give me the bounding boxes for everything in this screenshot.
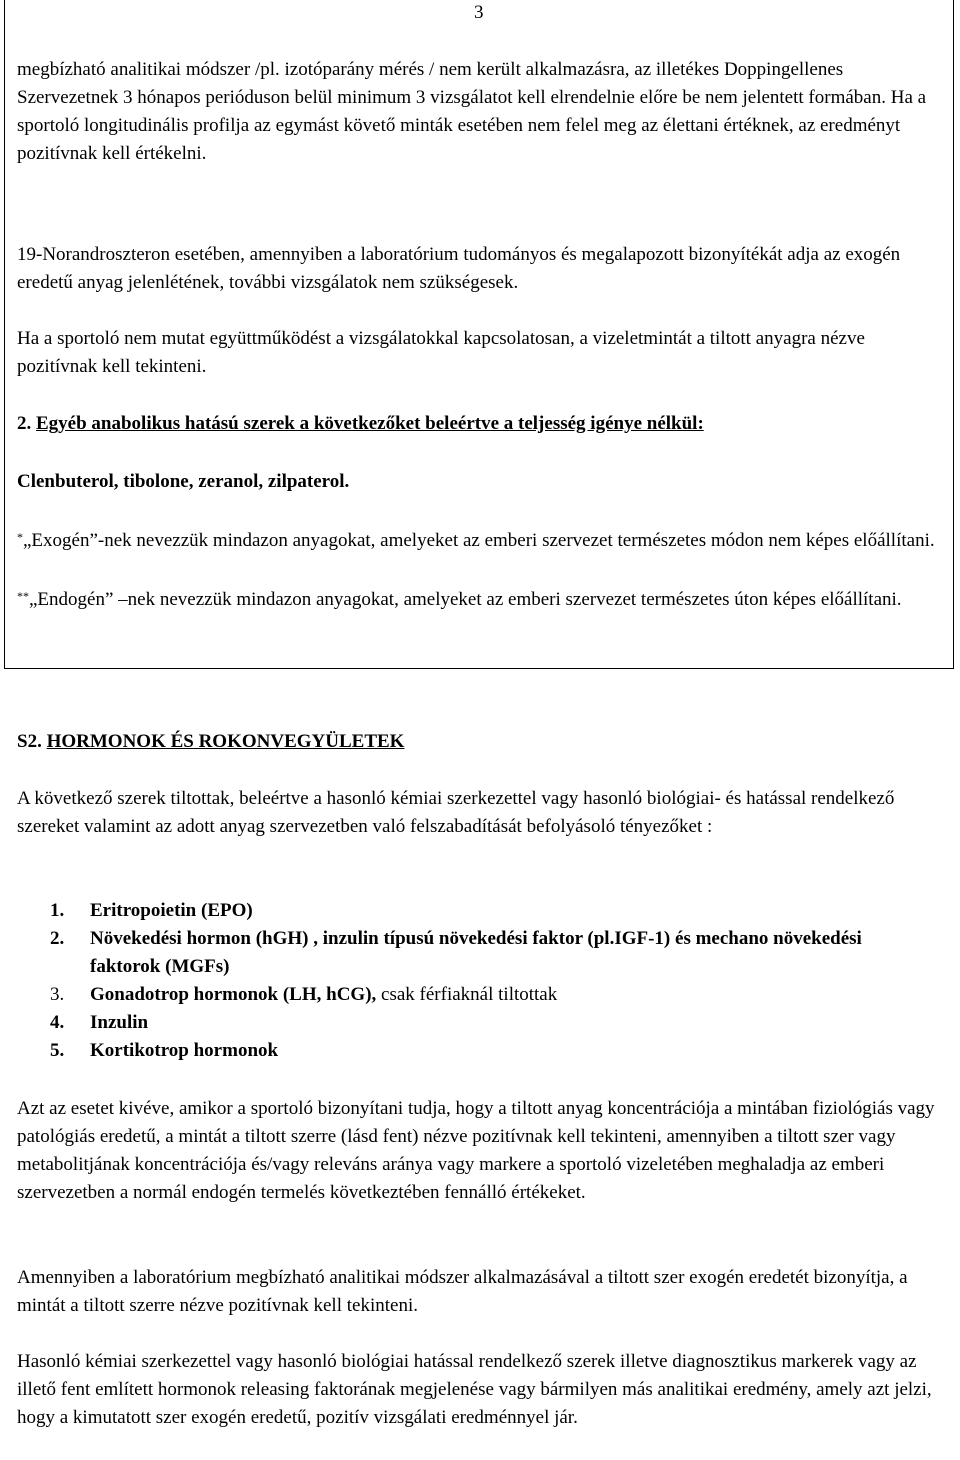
list-item bbox=[50, 897, 930, 925]
list-item-number: 1. bbox=[50, 900, 65, 921]
section-2-title: Egyéb anabolikus hatású szerek a következőket beleértve a teljesség igénye nélkül: bbox=[36, 413, 704, 434]
boxed-paragraph-3: Ha a sportoló nem mutat együttműködést a vizsgálatokkal kapcsolatosan, a vizeletmintát a tiltott anyagra nézve pozitívnak kell tekinteni. bbox=[17, 328, 865, 377]
list-item-text: Gonadotrop hormonok (LH, hCG), bbox=[90, 984, 377, 1005]
list-item-number: 3. bbox=[50, 984, 65, 1005]
list-item bbox=[50, 1037, 930, 1065]
footnote-exogen bbox=[17, 527, 947, 555]
section-2-heading bbox=[17, 410, 947, 438]
section-2-number: 2. bbox=[17, 413, 32, 434]
boxed-paragraph-1: megbízható analitikai módszer /pl. izotóparány mérés / nem került alkalmazásra, az illetékes Doppingellenes Szervezetnek 3 hónapos perióduson belül minimum 3 vizsgálatot kell elrendelnie előre be nem jelentett formában. Ha a sportoló longitudinális profilja az egymást követő minták esetében nem felel meg az élettani értéknek, az eredményt pozitívnak kell értékelni. bbox=[17, 59, 927, 164]
list-item-number: 2. bbox=[50, 928, 65, 949]
list-item-text: Eritropoietin (EPO) bbox=[90, 900, 253, 921]
s2-paragraph-b: Amennyiben a laboratórium megbízható analitikai módszer alkalmazásával a tiltott szer exogén eredetét bizonyítja, a mintát a tiltott szerre nézve pozitívnak kell tekinteni. bbox=[17, 1267, 908, 1316]
footnote-marker-1: * bbox=[17, 530, 23, 544]
list-item bbox=[50, 925, 930, 981]
substance-list: Clenbuterol, tibolone, zeranol, zilpaterol. bbox=[17, 471, 350, 492]
s2-intro: A következő szerek tiltottak, beleértve a hasonló kémiai szerkezettel vagy hasonló biológiai- és hatással rendelkező szereket valamint az adott anyag szervezetben való felszabadítását befolyásoló tényezőket : bbox=[17, 788, 895, 837]
s2-paragraph-c: Hasonló kémiai szerkezettel vagy hasonló biológiai hatással rendelkező szerek illetve diagnosztikus markerek vagy az illető fent említett hormonok releasing faktorának megjelenése vagy bármilyen más analitikai eredmény, amely azt jelzi, hogy a kimutatott szer exogén eredetű, pozitív vizsgálati eredménnyel jár. bbox=[17, 1351, 932, 1428]
list-item-text: Inzulin bbox=[90, 1012, 149, 1033]
footnote-marker-2: ** bbox=[17, 589, 29, 603]
hormone-list bbox=[50, 897, 930, 1065]
list-item-text: Kortikotrop hormonok bbox=[90, 1040, 279, 1061]
footnote-endogen-text: „Endogén” –nek nevezzük mindazon anyagokat, amelyeket az emberi szervezet természetes úton képes előállítani. bbox=[29, 589, 902, 610]
page-number: 3 bbox=[474, 2, 484, 23]
footnote-exogen-text: „Exogén”-nek nevezzük mindazon anyagokat, amelyeket az emberi szervezet természetes módon nem képes előállítani. bbox=[23, 530, 935, 551]
s2-code: S2. bbox=[17, 731, 42, 752]
list-item bbox=[50, 1009, 930, 1037]
s2-heading bbox=[17, 728, 947, 756]
s2-paragraph-a: Azt az esetet kivéve, amikor a sportoló bizonyítani tudja, hogy a tiltott anyag koncentrációja a mintában fiziológiás vagy patológiás eredetű, a mintát a tiltott szerre (lásd fent) nézve pozitívnak kell tekinteni, amennyiben a tiltott szer vagy metabolitjának koncentrációja és/vagy releváns aránya vagy markere a sportoló vizeletében meghaladja az emberi szervezetben a normál endogén termelés következtében fennálló értékeket. bbox=[17, 1098, 935, 1203]
s2-title: HORMONOK ÉS ROKONVEGYÜLETEK bbox=[46, 731, 405, 752]
list-item-number: 4. bbox=[50, 1012, 65, 1033]
footnote-endogen bbox=[17, 586, 947, 614]
boxed-paragraph-2: 19-Norandroszteron esetében, amennyiben a laboratórium tudományos és megalapozott bizonyítékát adja az exogén eredetű anyag jelenlétének, további vizsgálatok nem szükségesek. bbox=[17, 244, 901, 293]
list-item-suffix: csak férfiaknál tiltottak bbox=[376, 984, 558, 1005]
list-item-text: Növekedési hormon (hGH) , inzulin típusú növekedési faktor (pl.IGF-1) és mechano növekedési faktorok (MGFs) bbox=[90, 928, 862, 977]
list-item bbox=[50, 981, 930, 1009]
list-item-number: 5. bbox=[50, 1040, 65, 1061]
